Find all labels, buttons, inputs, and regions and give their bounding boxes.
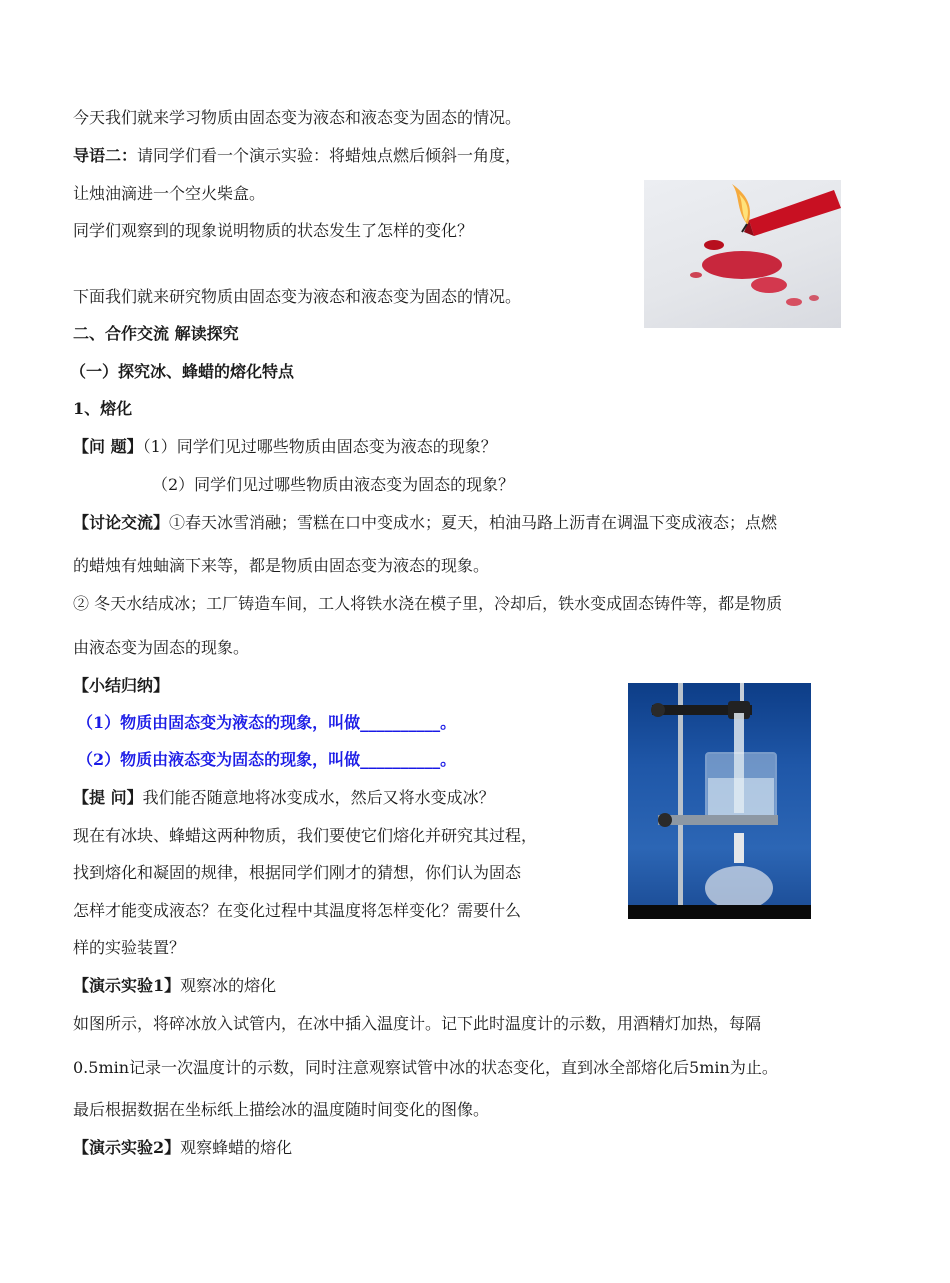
- next-line: 下面我们就来研究物质由固态变为液态和液态变为固态的情况。: [73, 287, 522, 306]
- summary-1: （1）物质由固态变为液态的现象，叫做__________。: [77, 713, 457, 732]
- subsection-heading: （一）探究冰、蜂蜡的熔化特点: [70, 362, 295, 381]
- daoyu-label: 导语二：: [73, 146, 138, 165]
- summary-label: 【小结归纳】: [73, 676, 170, 695]
- daoyu-line: [73, 146, 521, 166]
- experiment-2-heading: [73, 1138, 292, 1158]
- candle-wax-photo: [644, 180, 841, 328]
- experiment-1-heading: [73, 976, 276, 996]
- experiment-1c: 最后根据数据在坐标纸上描绘冰的温度随时间变化的图像。: [73, 1100, 490, 1119]
- summary-2: （2）物质由液态变为固态的现象，叫做__________。: [77, 750, 457, 769]
- ask-5: 样的实验装置？: [73, 938, 186, 957]
- discussion-line-1: [73, 513, 777, 533]
- melting-heading: 1、熔化: [73, 399, 133, 418]
- experiment-1a: 如图所示，将碎冰放入试管内，在冰中插入温度计。记下此时温度计的示数，用酒精灯加热，每隔: [73, 1014, 762, 1033]
- melting-apparatus-illustration: [628, 683, 811, 919]
- experiment-2-label: 【演示实验2】: [73, 1138, 181, 1157]
- ask-text: 我们能否随意地将冰变成水，然后又将水变成冰？: [142, 788, 495, 807]
- lab-apparatus-photo: [628, 683, 811, 919]
- experiment-1b: 0.5min记录一次温度计的示数，同时注意观察试管中冰的状态变化，直到冰全部熔化后5min为止。: [73, 1058, 778, 1077]
- ask-4: 怎样才能变成液态？在变化过程中其温度将怎样变化？需要什么: [73, 901, 522, 920]
- ask-3: 找到熔化和凝固的规律，根据同学们刚才的猜想，你们认为固态: [73, 863, 522, 882]
- intro-line: 今天我们就来学习物质由固态变为液态和液态变为固态的情况。: [73, 108, 522, 127]
- question-line-1: [73, 437, 497, 457]
- daoyu-text: 请同学们看一个演示实验：将蜡烛点燃后倾斜一角度，: [137, 146, 522, 165]
- discussion-label: 【讨论交流】: [73, 513, 170, 532]
- question-2: （2）同学们见过哪些物质由液态变为固态的现象？: [152, 475, 515, 494]
- question-label: 【问 题】: [73, 437, 143, 456]
- ask-line: [73, 788, 495, 808]
- candle-wax-illustration: [644, 180, 841, 328]
- discussion-2a: ② 冬天水结成冰；工厂铸造车间，工人将铁水浇在模子里，冷却后，铁水变成固态铸件等，都是物质: [73, 594, 783, 613]
- daoyu-cont: 让烛油滴进一个空火柴盒。: [73, 184, 266, 203]
- observe-question: 同学们观察到的现象说明物质的状态发生了怎样的变化？: [73, 221, 474, 240]
- discussion-2b: 由液态变为固态的现象。: [73, 638, 250, 657]
- question-1: （1）同学们见过哪些物质由固态变为液态的现象？: [142, 437, 497, 456]
- discussion-1a: ①春天冰雪消融；雪糕在口中变成水；夏天，柏油马路上沥青在调温下变成液态；点燃: [169, 513, 778, 532]
- experiment-2-title: 观察蜂蜡的熔化: [180, 1138, 293, 1157]
- section-heading: 二、合作交流 解读探究: [73, 324, 239, 343]
- discussion-1b: 的蜡烛有烛蚰滴下来等，都是物质由固态变为液态的现象。: [73, 556, 490, 575]
- ask-label: 【提 问】: [73, 788, 143, 807]
- ask-2: 现在有冰块、蜂蜡这两种物质，我们要使它们熔化并研究其过程，: [73, 826, 538, 845]
- experiment-1-title: 观察冰的熔化: [180, 976, 277, 995]
- experiment-1-label: 【演示实验1】: [73, 976, 181, 995]
